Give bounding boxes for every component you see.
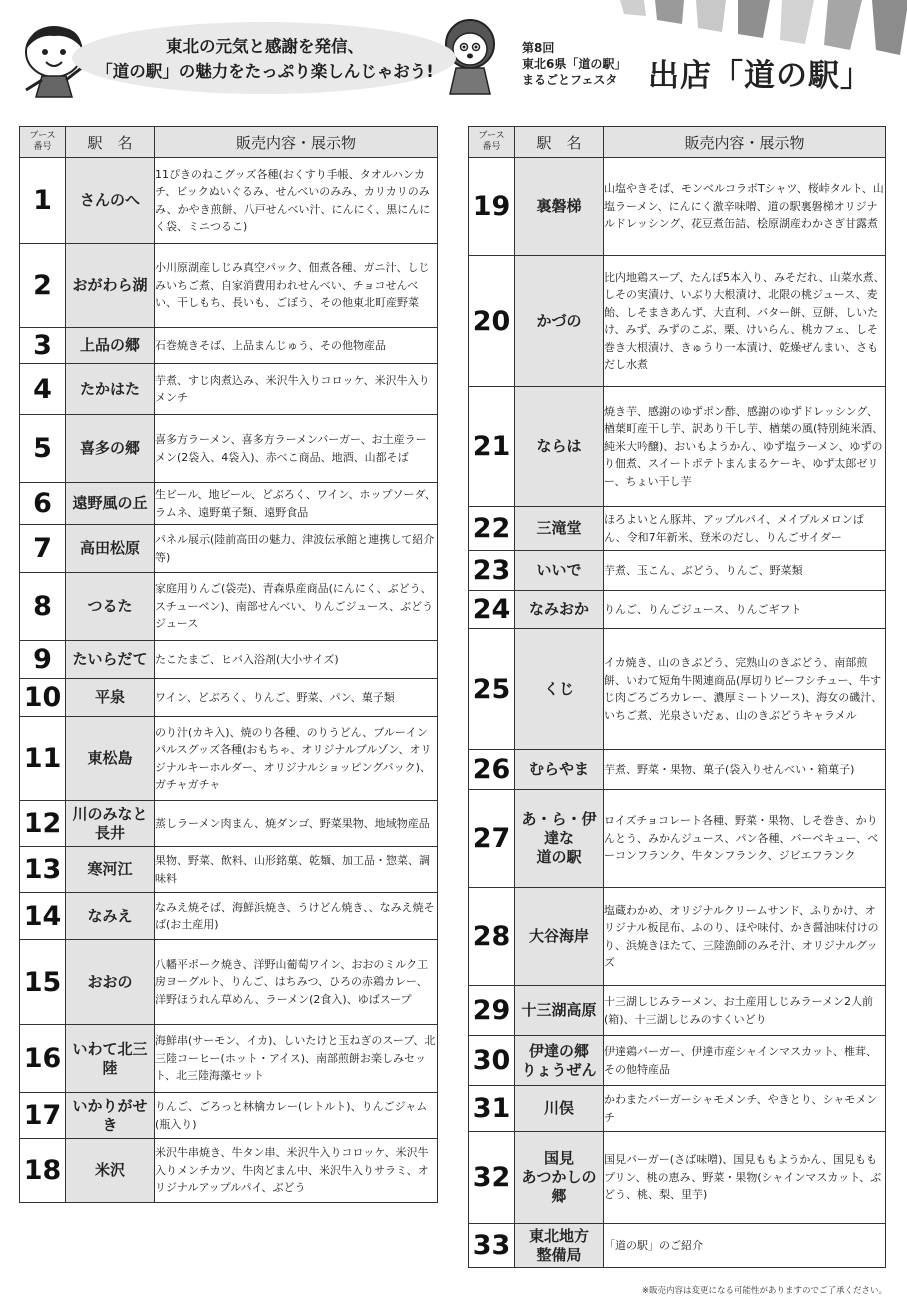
items-text: 八幡平ポーク焼き、洋野山葡萄ワイン、おおのミルク工房ヨーグルト、りんご、はちみつ、ひろの赤鶏カレー、洋野ほうれん草めん、ラーメン(2食入)、ゆばスープ (155, 940, 438, 1025)
slogan-line2: 「道の駅」の魅力をたっぷり楽しんじゃおう! (96, 62, 434, 81)
items-text: 家庭用りんご(袋売)、青森県産商品(にんにく、ぶどう、スチューベン)、南部せんべい、りんごジュース、ぶどうジュース (155, 573, 438, 641)
booth-table-right (468, 126, 886, 1268)
station-name: 喜多の郷 (66, 415, 155, 483)
station-name: たかはた (66, 364, 155, 415)
station-name: おおの (66, 940, 155, 1025)
items-text: 生ビール、地ビール、どぶろく、ワイン、ホップソーダ、ラムネ、遠野菓子類、遠野食品 (155, 483, 438, 525)
booth-number: 7 (20, 525, 66, 573)
station-name: 遠野風の丘 (66, 483, 155, 525)
table-row (20, 1025, 438, 1093)
items-text: ワイン、どぶろく、りんご、野菜、パン、菓子類 (155, 679, 438, 717)
table-row (20, 328, 438, 364)
items-text: りんご、りんごジュース、りんごギフト (604, 591, 886, 629)
station-name: いいで (515, 551, 604, 591)
items-text: 十三湖しじみラーメン、お土産用しじみラーメン2人前(箱)、十三湖しじみのすくいどり (604, 986, 886, 1036)
table-row (469, 986, 886, 1036)
booth-number: 6 (20, 483, 66, 525)
booth-number: 15 (20, 940, 66, 1025)
booth-number: 4 (20, 364, 66, 415)
station-name: 上品の郷 (66, 328, 155, 364)
items-text: 焼き芋、感謝のゆずポン酢、感謝のゆずドレッシング、楢葉町産干し芋、訳あり干し芋、楢葉の風(特別純米酒、純米大吟醸)、おいもようかん、ゆず塩ラーメン、ゆずのり佃煮、スイートポテトまんまるケーキ、ゆず太郎ゼリー、ちょい干し芋 (604, 387, 886, 507)
booth-number: 28 (469, 888, 515, 986)
items-text: 海鮮串(サーモン、イカ)、しいたけと玉ねぎのスープ、北三陸コーヒー(ホット・アイス)、南部煎餅お楽しみセット、北三陸海藻セット (155, 1025, 438, 1093)
items-text: かわまたバーガーシャモメンチ、やきとり、シャモメンチ (604, 1086, 886, 1132)
station-name: むらやま (515, 750, 604, 790)
station-name: くじ (515, 629, 604, 750)
table-row (20, 415, 438, 483)
station-name: あ・ら・伊達な 道の駅 (515, 790, 604, 888)
station-name: 米沢 (66, 1139, 155, 1203)
table-row (469, 158, 886, 256)
slogan (80, 34, 450, 84)
booth-number: 17 (20, 1093, 66, 1139)
booth-number: 23 (469, 551, 515, 591)
table-row (20, 525, 438, 573)
station-name: 伊達の郷 りょうぜん (515, 1036, 604, 1086)
items-text: 11ぴきのねこグッズ各種(おくすり手帳、タオルハンカチ、ビックぬいぐるみ、せんべいのみみ、カリカリのみみ、かやき煎餅、八戸せんべい汁、にんにく、黒にんにく袋、ミニつるこ) (155, 158, 438, 244)
items-text: 山塩やきそば、モンベルコラボTシャツ、桜峠タルト、山塩ラーメン、にんにく激辛味噌、道の駅裏磐梯オリジナルドレッシング、花豆煮缶詰、桧原湖産わかさぎ甘露煮 (604, 158, 886, 256)
table-row (20, 717, 438, 801)
items-text: 芋煮、すじ肉煮込み、米沢牛入りコロッケ、米沢牛入りメンチ (155, 364, 438, 415)
station-name: なみえ (66, 893, 155, 940)
booth-number: 3 (20, 328, 66, 364)
booth-number: 8 (20, 573, 66, 641)
items-text: 喜多方ラーメン、喜多方ラーメンバーガー、お土産ラーメン(2袋入、4袋入)、赤べこ商品、地酒、山都そば (155, 415, 438, 483)
table-row (469, 790, 886, 888)
items-text: ロイズチョコレート各種、野菜・果物、しそ巻き、かりんとう、みかんジュース、パン各種、バーベキュー、ベーコンフランク、牛タンフランク、ジビエフランク (604, 790, 886, 888)
table-row (469, 1224, 886, 1268)
station-name: さんのへ (66, 158, 155, 244)
event-line2: 東北6県「道の駅」 (522, 57, 627, 71)
table-row (469, 591, 886, 629)
items-text: 米沢牛串焼き、牛タン串、米沢牛入りコロッケ、米沢牛入りメンチカツ、牛肉どまん中、米沢牛入りサラミ、オリジナルアップルパイ、ぶどう (155, 1139, 438, 1203)
col-header-station: 駅 名 (66, 127, 155, 158)
booth-number: 22 (469, 507, 515, 551)
table-row (469, 1132, 886, 1224)
booth-number: 25 (469, 629, 515, 750)
items-text: 小川原湖産しじみ真空パック、佃煮各種、ガニ汁、しじみいちご煮、自家消費用われせんべい、チョコせんべい、干しもち、長いも、ごぼう、その他東北町産野菜 (155, 244, 438, 328)
booth-number: 2 (20, 244, 66, 328)
booth-number: 1 (20, 158, 66, 244)
table-row (20, 364, 438, 415)
table-header-row (469, 127, 886, 158)
booth-number: 9 (20, 641, 66, 679)
booth-number: 30 (469, 1036, 515, 1086)
page-title: 出店「道の駅」 (648, 58, 872, 94)
slogan-line1: 東北の元気と感謝を発信、 (166, 37, 364, 56)
booth-number: 29 (469, 986, 515, 1036)
event-line3: まるごとフェスタ (522, 73, 618, 87)
station-name: 裏磐梯 (515, 158, 604, 256)
items-text: 国見バーガー(さば味噌)、国見ももようかん、国見ももプリン、桃の恵み、野菜・果物(シャインマスカット、ぶどう、桃、梨、里芋) (604, 1132, 886, 1224)
items-text: パネル展示(陸前高田の魅力、津波伝承館と連携して紹介等) (155, 525, 438, 573)
station-name: なみおか (515, 591, 604, 629)
station-name: 東松島 (66, 717, 155, 801)
table-row (20, 847, 438, 893)
booth-number: 19 (469, 158, 515, 256)
booth-number: 21 (469, 387, 515, 507)
station-name: いわて北三陸 (66, 1025, 155, 1093)
table-row (469, 888, 886, 986)
items-text: のり汁(カキ入)、焼のり各種、のりうどん、ブルーインパルスグッズ各種(おもちゃ、オリジナルブルゾン、オリジナルキーホルダー、オリジナルショッピングバック)、ガチャガチャ (155, 717, 438, 801)
table-row (20, 573, 438, 641)
items-text: たこたまご、ヒバ入浴剤(大小サイズ) (155, 641, 438, 679)
col-header-items: 販売内容・展示物 (604, 127, 886, 158)
booth-number: 10 (20, 679, 66, 717)
table-row (469, 629, 886, 750)
table-row (469, 387, 886, 507)
booth-number: 16 (20, 1025, 66, 1093)
table-row (20, 244, 438, 328)
items-text: 果物、野菜、飲料、山形銘菓、乾麺、加工品・惣菜、調味料 (155, 847, 438, 893)
booth-number: 24 (469, 591, 515, 629)
table-row (20, 940, 438, 1025)
table-row (469, 1086, 886, 1132)
booth-number: 31 (469, 1086, 515, 1132)
station-name: 十三湖高原 (515, 986, 604, 1036)
station-name: 高田松原 (66, 525, 155, 573)
station-name: つるた (66, 573, 155, 641)
items-text: 伊達鶏バーガー、伊達市産シャインマスカット、椎茸、その他特産品 (604, 1036, 886, 1086)
station-name: 寒河江 (66, 847, 155, 893)
station-name: 三滝堂 (515, 507, 604, 551)
col-header-booth-no: ブース 番号 (469, 127, 515, 158)
table-row (20, 641, 438, 679)
booth-table-left (19, 126, 438, 1203)
col-header-station: 駅 名 (515, 127, 604, 158)
table-row (469, 507, 886, 551)
items-text: 塩蔵わかめ、オリジナルクリームサンド、ふりかけ、オリジナル板昆布、ふのり、ほや味付、かき醤油味付けのり、浜焼きほたて、三陸漁師のみそ汁、オリジナルグッズ (604, 888, 886, 986)
station-name: ならは (515, 387, 604, 507)
table-row (20, 158, 438, 244)
station-name: 大谷海岸 (515, 888, 604, 986)
items-text: イカ焼き、山のきぶどう、完熟山のきぶどう、南部煎餅、いわて短角牛関連商品(厚切りビーフシチュー、牛すじ肉ごろごろカレー、濃厚ミートソース)、海女の磯汁、いちご煮、光泉さいだぁ、山のきぶどうキャラメル (604, 629, 886, 750)
station-name: 川俣 (515, 1086, 604, 1132)
table-row (20, 679, 438, 717)
booth-number: 27 (469, 790, 515, 888)
items-text: 「道の駅」のご紹介 (604, 1224, 886, 1268)
booth-number: 26 (469, 750, 515, 790)
items-text: りんご、ごろっと林檎カレー(レトルト)、りんごジャム(瓶入り) (155, 1093, 438, 1139)
event-line1: 第8回 (522, 41, 555, 55)
table-row (469, 256, 886, 387)
booth-number: 18 (20, 1139, 66, 1203)
booth-number: 32 (469, 1132, 515, 1224)
station-name: かづの (515, 256, 604, 387)
table-row (469, 551, 886, 591)
col-header-items: 販売内容・展示物 (155, 127, 438, 158)
table-row (20, 801, 438, 847)
col-header-booth-no: ブース 番号 (20, 127, 66, 158)
station-name: おがわら湖 (66, 244, 155, 328)
table-row (20, 1139, 438, 1203)
table-row (20, 1093, 438, 1139)
booth-number: 12 (20, 801, 66, 847)
table-row (20, 483, 438, 525)
booth-number: 14 (20, 893, 66, 940)
items-text: なみえ焼そば、海鮮浜焼き、うけどん焼き、、なみえ焼そば(お土産用) (155, 893, 438, 940)
booth-number: 13 (20, 847, 66, 893)
footnote: ※販売内容は変更になる可能性がありますのでご了承ください。 (641, 1286, 887, 1296)
items-text: ほろよいとん豚丼、アップルパイ、メイプルメロンぱん、令和7年新米、登米のだし、りんごサイダー (604, 507, 886, 551)
items-text: 蒸しラーメン肉まん、焼ダンゴ、野菜果物、地域物産品 (155, 801, 438, 847)
items-text: 芋煮、玉こん、ぶどう、りんご、野菜類 (604, 551, 886, 591)
table-row (469, 1036, 886, 1086)
booth-number: 33 (469, 1224, 515, 1268)
booth-number: 11 (20, 717, 66, 801)
station-name: いかりがせき (66, 1093, 155, 1139)
booth-number: 20 (469, 256, 515, 387)
items-text: 石巻焼きそば、上品まんじゅう、その他物産品 (155, 328, 438, 364)
table-row (469, 750, 886, 790)
booth-number: 5 (20, 415, 66, 483)
items-text: 比内地鶏スープ、たんぽ5本入り、みそだれ、山菜水煮、しその実漬け、いぶり大根漬け、北限の桃ジュース、麦飴、しそまきあんず、大直利、バター餅、豆餅、しいたけ、みず、みずのこぶ、栗、けいらん、桃カフェ、しそ巻き大根漬け、きゅうり一本漬け、乾燥ぜんまい、さもだし水煮 (604, 256, 886, 387)
station-name: 川のみなと 長井 (66, 801, 155, 847)
table-header-row (20, 127, 438, 158)
event-title (522, 40, 626, 88)
station-name: 東北地方 整備局 (515, 1224, 604, 1268)
station-name: 国見 あつかしの郷 (515, 1132, 604, 1224)
station-name: 平泉 (66, 679, 155, 717)
table-row (20, 893, 438, 940)
items-text: 芋煮、野菜・果物、菓子(袋入りせんべい・箱菓子) (604, 750, 886, 790)
station-name: たいらだて (66, 641, 155, 679)
